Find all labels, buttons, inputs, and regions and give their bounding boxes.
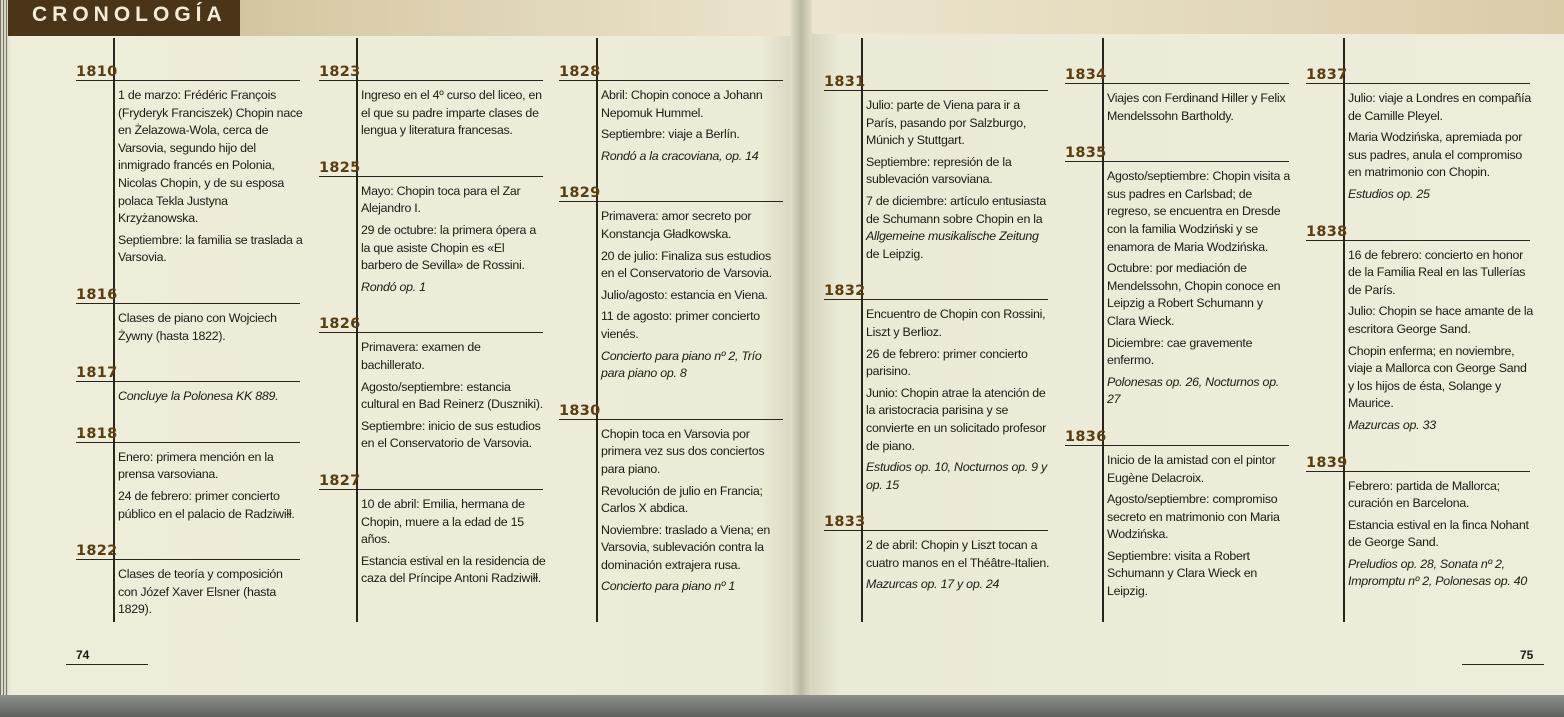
year-heading [319, 459, 543, 490]
event-text: Septiembre: represión de la sublevación varsoviana. [866, 154, 1012, 187]
event-text: 2 de abril: Chopin y Liszt tocan a cuatro manos en el Théâtre-Italien. [866, 538, 1050, 570]
year-events [361, 177, 547, 303]
event-paragraph [1107, 452, 1293, 487]
year-events [118, 443, 304, 529]
event-paragraph [601, 522, 787, 575]
event-text: Viajes con Ferdinand Hiller y Felix Mendelssohn Bartholdy. [1107, 91, 1286, 123]
event-paragraph [118, 87, 304, 228]
section-title: CRONOLOGÍA [32, 3, 227, 26]
year-events [866, 300, 1052, 500]
event-paragraph [601, 148, 787, 166]
event-text: Septiembre: inicio de sus estudios en el Conservatorio de Varsovia. [361, 418, 541, 451]
event-paragraph [1107, 168, 1293, 256]
timeline-entries [555, 50, 787, 602]
event-paragraph [601, 426, 787, 479]
year-heading [559, 171, 783, 202]
year-events [1107, 446, 1293, 607]
year-label: 1832 [824, 283, 866, 300]
year-events [1107, 84, 1293, 131]
year-events [601, 202, 787, 388]
event-paragraph [601, 483, 787, 518]
header-band-right [812, 0, 1564, 34]
work-title-text: Rondó a la cracoviana, op. 14 [601, 148, 759, 163]
event-text: Septiembre: la familia se traslada a Varsovia. [118, 232, 303, 265]
event-paragraph [118, 310, 304, 345]
timeline-entries [820, 60, 1052, 600]
year-events [601, 420, 787, 602]
year-label: 1838 [1306, 223, 1348, 240]
work-title-text: Estudios op. 25 [1348, 186, 1430, 201]
timeline-column [315, 38, 547, 622]
event-paragraph [361, 418, 547, 453]
event-text: 16 de febrero: concierto en honor de la Familia Real en las Tullerías de París. [1348, 247, 1526, 297]
event-paragraph [118, 566, 304, 619]
year-heading [824, 60, 1048, 91]
event-text: Primavera: amor secreto por Konstancja Gładkowska. [601, 209, 752, 241]
event-paragraph [1348, 517, 1534, 552]
timeline-entries [1302, 53, 1534, 597]
year-label: 1831 [824, 74, 866, 90]
page-edges [0, 0, 8, 695]
year-heading [76, 412, 300, 443]
year-heading [319, 146, 543, 177]
event-text: Febrero: partida de Mallorca; curación en Barcelona. [1348, 478, 1500, 511]
event-paragraph [361, 183, 547, 218]
timeline-column [820, 38, 1052, 622]
year-label: 1833 [824, 514, 866, 531]
event-paragraph [361, 496, 547, 549]
year-heading [1306, 210, 1530, 241]
year-events [118, 304, 304, 351]
timeline-column [1302, 38, 1534, 622]
event-text: de Leipzig. [866, 246, 924, 261]
year-label: 1816 [76, 286, 118, 303]
work-title-text: Concierto para piano nº 2, Trío para piano op. 8 [601, 348, 762, 381]
section-title-box [8, 0, 240, 36]
event-paragraph [1107, 90, 1293, 125]
event-paragraph [601, 126, 787, 144]
year-label: 1830 [559, 402, 601, 419]
year-heading [76, 50, 300, 81]
event-text: Diciembre: cae gravemente enfermo. [1107, 335, 1253, 368]
event-text: Chopin toca en Varsovia por primera vez sus dos conciertos para piano. [601, 426, 765, 476]
book-spine [790, 0, 812, 695]
timeline-column [72, 38, 304, 622]
event-text: Ingreso en el 4º curso del liceo, en el que su padre imparte clases de lengua y literatura francesas. [361, 88, 542, 138]
event-paragraph [361, 87, 547, 140]
work-title-text: Allgemeine musikalische Zeitung [866, 229, 1039, 244]
event-paragraph [1107, 548, 1293, 601]
year-heading [319, 50, 543, 81]
work-title-text: Preludios op. 28, Sonata nº 2, Impromptu nº 2, Polonesas op. 40 [1348, 556, 1528, 589]
year-events [866, 91, 1052, 269]
timeline-column [1061, 38, 1293, 622]
event-text: Agosto/septiembre: estancia cultural en Bad Reinerz (Duszniki). [361, 379, 544, 412]
event-text: Julio: Chopin se hace amante de la escritora George Sand. [1348, 304, 1534, 336]
event-paragraph [118, 488, 304, 523]
timeline-entries [72, 50, 304, 625]
year-events [118, 382, 304, 412]
work-title-text: Mazurcas op. 33 [1348, 417, 1436, 432]
event-text: Agosto/septiembre: compromiso secreto en matrimonio con Maria Wodzińska. [1107, 492, 1280, 542]
event-paragraph [118, 449, 304, 484]
year-label: 1837 [1306, 67, 1348, 83]
event-paragraph [1107, 491, 1293, 544]
event-paragraph [601, 287, 787, 305]
year-label: 1823 [319, 64, 361, 80]
year-events [361, 81, 547, 146]
year-label: 1828 [559, 64, 601, 80]
event-text: Inicio de la amistad con el pintor Eugène Delacroix. [1107, 452, 1276, 485]
event-text: 26 de febrero: primer concierto parisino. [866, 346, 1028, 379]
event-text: Maria Wodzińska, apremiada por sus padres, anula el compromiso en matrimonio con Chopin. [1348, 130, 1523, 180]
work-title-text: Concierto para piano nº 1 [601, 579, 735, 594]
event-paragraph [1348, 556, 1534, 591]
event-paragraph [866, 459, 1052, 494]
year-heading [1306, 441, 1530, 472]
event-paragraph [1348, 90, 1534, 125]
year-heading [76, 351, 300, 382]
timeline-column [555, 38, 787, 622]
year-heading [559, 50, 783, 81]
event-text: Septiembre: visita a Robert Schumann y Clara Wieck en Leipzig. [1107, 548, 1258, 599]
year-events [118, 560, 304, 625]
event-paragraph [601, 578, 787, 596]
page-number-rule-right [1462, 664, 1544, 665]
year-events [1348, 84, 1534, 210]
timeline-entries [315, 50, 547, 594]
event-text: Abril: Chopin conoce a Johann Nepomuk Hummel. [601, 88, 763, 120]
event-paragraph [361, 222, 547, 275]
event-paragraph [866, 576, 1052, 594]
year-heading [1065, 415, 1289, 446]
work-title-text: Rondó op. 1 [361, 279, 426, 294]
work-title-text: Concluye la Polonesa KK 889. [118, 389, 279, 404]
year-heading [824, 269, 1048, 300]
work-title-text: Polonesas op. 26, Nocturnos op. 27 [1107, 374, 1280, 407]
page-number-rule-left [66, 664, 148, 665]
year-heading [76, 529, 300, 560]
event-paragraph [866, 537, 1052, 572]
year-label: 1817 [76, 365, 118, 382]
event-text: Noviembre: traslado a Viena; en Varsovia, sublevación contra la dominación extrajera rusa. [601, 522, 771, 572]
work-title-text: Estudios op. 10, Nocturnos op. 9 y op. 15 [866, 460, 1047, 492]
event-paragraph [1107, 260, 1293, 330]
event-paragraph [118, 232, 304, 267]
event-text: Julio/agosto: estancia en Viena. [601, 287, 768, 302]
year-heading [1065, 53, 1289, 84]
event-text: 29 de octubre: la primera ópera a la que asiste Chopin es «El barbero de Sevilla» de Rossini. [361, 222, 536, 273]
event-paragraph [601, 87, 787, 122]
year-label: 1835 [1065, 145, 1107, 162]
event-paragraph [601, 208, 787, 243]
year-label: 1836 [1065, 428, 1107, 445]
year-heading [319, 302, 543, 333]
event-text: Julio: parte de Viena para ir a París, pasando por Salzburgo, Múnich y Stuttgart. [866, 98, 1027, 148]
year-label: 1822 [76, 543, 118, 560]
event-paragraph [1348, 478, 1534, 513]
event-text: 1 de marzo: Frédéric François (Fryderyk Franciszek) Chopin nace en Żelazowa-Wola, cerca de Varsovia, segundo hijo del inmigrado francés en Polonia, Nicolas Chopin, y de su esposa polaca Tekla Justyna Krzyżanowska. [118, 88, 303, 226]
year-label: 1825 [319, 159, 361, 176]
year-events [866, 531, 1052, 600]
event-text: Junio: Chopin atrae la atención de la aristocracia parisina y se convierte en un solicitado profesor de piano. [866, 385, 1046, 453]
event-text: Estancia estival en la finca Nohant de George Sand. [1348, 517, 1529, 550]
event-paragraph [601, 248, 787, 283]
event-paragraph [1348, 303, 1534, 338]
page-number-right: 75 [1520, 648, 1534, 662]
year-events [1348, 472, 1534, 598]
year-label: 1810 [76, 64, 118, 80]
event-paragraph [361, 339, 547, 374]
event-paragraph [601, 348, 787, 383]
event-paragraph [1348, 343, 1534, 413]
year-heading [559, 389, 783, 420]
event-paragraph [1348, 129, 1534, 182]
event-text: 10 de abril: Emilia, hermana de Chopin, muere a la edad de 15 años. [361, 496, 525, 547]
year-label: 1826 [319, 316, 361, 333]
event-text: Chopin enferma; en noviembre, viaje a Mallorca con George Sand y los hijos de ésta, Solange y Maurice. [1348, 343, 1527, 411]
event-paragraph [1348, 186, 1534, 204]
event-text: Estancia estival en la residencia de caza del Príncipe Antoni Radziwiłł. [361, 553, 546, 586]
event-paragraph [866, 385, 1052, 455]
event-text: Encuentro de Chopin con Rossini, Liszt y Berlioz. [866, 307, 1046, 339]
year-events [1348, 241, 1534, 441]
work-title-text: Mazurcas op. 17 y op. 24 [866, 577, 1000, 592]
year-events [1107, 162, 1293, 415]
year-heading [76, 273, 300, 304]
event-paragraph [361, 553, 547, 588]
event-paragraph [866, 306, 1052, 341]
year-label: 1827 [319, 472, 361, 489]
event-paragraph [361, 279, 547, 297]
timeline-entries [1061, 53, 1293, 607]
event-text: 11 de agosto: primer concierto vienés. [601, 309, 760, 341]
year-heading [824, 500, 1048, 531]
event-paragraph [866, 97, 1052, 150]
year-heading [1065, 131, 1289, 162]
event-text: Julio: viaje a Londres en compañía de Camille Pleyel. [1348, 91, 1531, 123]
page-number-left: 74 [76, 648, 90, 662]
event-paragraph [361, 379, 547, 414]
event-text: Octubre: por mediación de Mendelssohn, Chopin conoce en Leipzig a Robert Schumann y Clara Wieck. [1107, 261, 1281, 328]
year-events [118, 81, 304, 273]
year-events [601, 81, 787, 171]
event-paragraph [118, 388, 304, 406]
year-events [361, 333, 547, 459]
event-text: Enero: primera mención en la prensa varsoviana. [118, 449, 274, 482]
event-paragraph [1348, 247, 1534, 300]
year-label: 1839 [1306, 454, 1348, 471]
event-text: Revolución de julio en Francia; Carlos X abdica. [601, 483, 763, 516]
event-text: Septiembre: viaje a Berlín. [601, 127, 740, 142]
year-events [361, 490, 547, 594]
event-paragraph [866, 193, 1052, 263]
event-paragraph [1107, 374, 1293, 409]
event-text: 20 de julio: Finaliza sus estudios en el Conservatorio de Varsovia. [601, 248, 772, 281]
year-label: 1834 [1065, 67, 1107, 83]
event-paragraph [1107, 335, 1293, 370]
event-text: Mayo: Chopin toca para el Zar Alejandro I. [361, 183, 521, 216]
year-label: 1829 [559, 185, 601, 202]
event-text: Primavera: examen de bachillerato. [361, 340, 481, 372]
event-paragraph [866, 154, 1052, 189]
book-cover-edge [0, 695, 1564, 717]
event-text: 7 de diciembre: artículo entusiasta de Schumann sobre Chopin en la [866, 193, 1046, 226]
event-text: 24 de febrero: primer concierto público en el palacio de Radziwiłł. [118, 488, 295, 521]
event-paragraph [601, 308, 787, 343]
event-text: Clases de teoría y composición con Józef Xaver Elsner (hasta 1829). [118, 567, 283, 617]
event-paragraph [1348, 417, 1534, 435]
event-paragraph [866, 346, 1052, 381]
event-text: Agosto/septiembre: Chopin visita a sus padres en Carlsbad; de regreso, se encuentra en Dresde con la familia Wodziński y se enamora de Maria Wodzińska. [1107, 169, 1290, 254]
year-label: 1818 [76, 425, 118, 442]
event-text: Clases de piano con Wojciech Żywny (hasta 1822). [118, 310, 277, 343]
year-heading [1306, 53, 1530, 84]
